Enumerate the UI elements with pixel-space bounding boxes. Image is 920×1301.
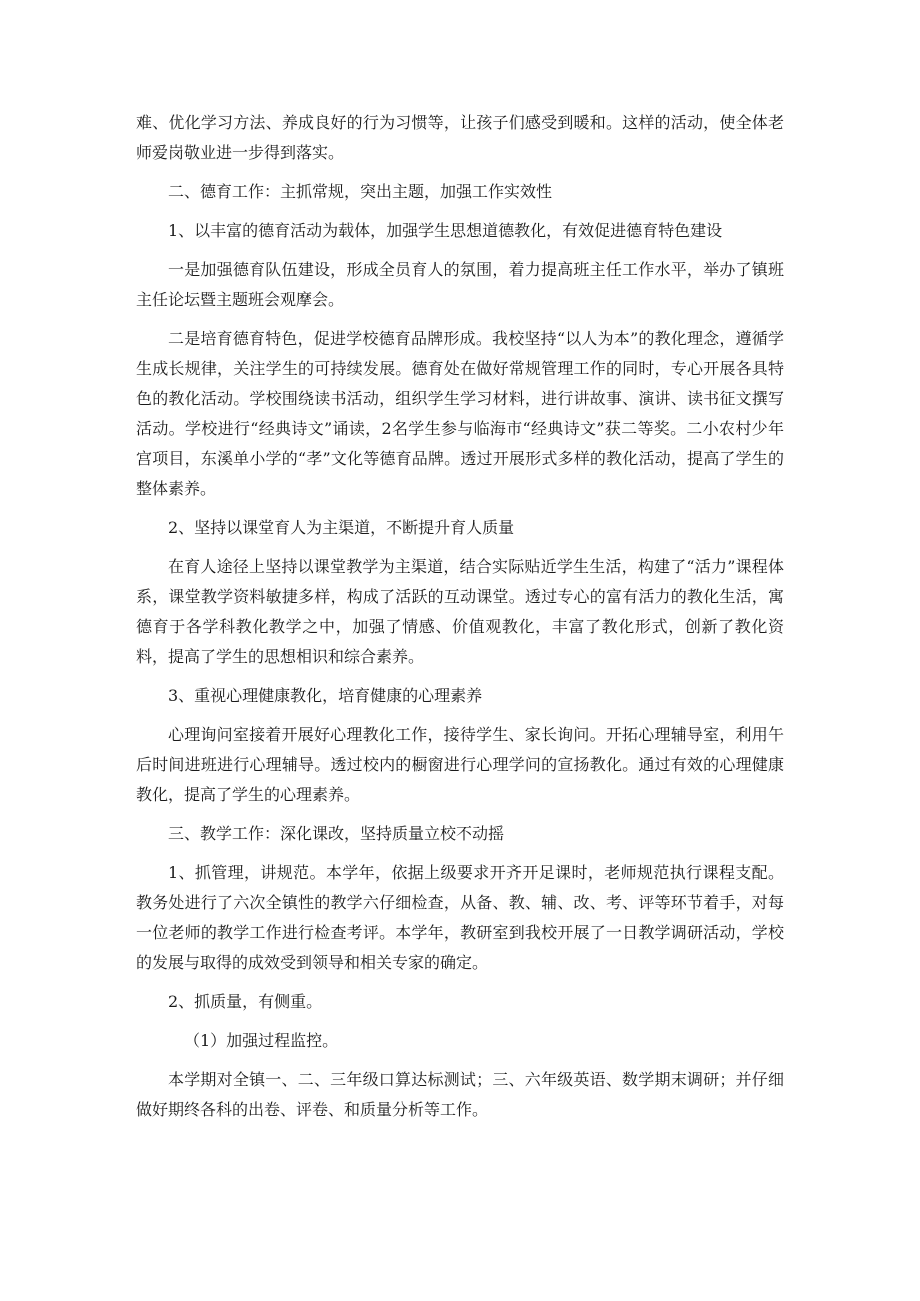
subheading-moral-activities: 1、以丰富的德育活动为载体，加强学生思想道德教化，有效促进德育特色建设 xyxy=(168,221,723,240)
subheading-process-monitoring: （1）加强过程监控。 xyxy=(184,1031,339,1050)
section-heading-teaching: 三、教学工作：深化课改，坚持质量立校不动摇 xyxy=(168,824,505,843)
subheading-mental-health: 3、重视心理健康教化，培育健康的心理素养 xyxy=(168,686,483,705)
subheading-quality: 2、抓质量，有侧重。 xyxy=(168,992,323,1011)
paragraph-testing: 本学期对全镇一、二、三年级口算达标测试；三、六年级英语、数学期末调研；并仔细做好期终各科的出卷、评卷、和质量分析等工作。 xyxy=(136,1070,784,1119)
paragraph-management: 1、抓管理，讲规范。本学年，依据上级要求开齐开足课时，老师规范执行课程支配。教务处进行了六次全镇性的教学六仔细检查，从备、教、辅、改、考、评等环节着手，对每一位老师的教学工作进行检查考评。本学年，教研室到我校开展了一日教学调研活动，学校的发展与取得的成效受到领导和相关专家的确定。 xyxy=(136,863,784,972)
document-body xyxy=(136,108,784,1134)
paragraph-continuation: 难、优化学习方法、养成良好的行为习惯等，让孩子们感受到暖和。这样的活动，使全体老师爱岗敬业进一步得到落实。 xyxy=(136,113,784,162)
paragraph-classroom-education: 在育人途径上坚持以课堂教学为主渠道，结合实际贴近学生生活，构建了“活力”课程体系，课堂教学资料敏捷多样，构成了活跃的互动课堂。透过专心的富有活力的教化生活，寓德育于各学科教化教学之中，加强了情感、价值观教化，丰富了教化形式，创新了教化资料，提高了学生的思想相识和综合素养。 xyxy=(136,557,784,666)
paragraph-moral-brand: 二是培育德育特色，促进学校德育品牌形成。我校坚持“以人为本”的教化理念，遵循学生成长规律，关注学生的可持续发展。德育处在做好常规管理工作的同时，专心开展各具特色的教化活动。学校围绕读书活动，组织学生学习材料，进行讲故事、演讲、读书征文撰写活动。学校进行“经典诗文”诵读，2名学生参与临海市“经典诗文”获二等奖。二小农村少年宫项目，东溪单小学的“孝”文化等德育品牌。透过开展形式多样的教化活动，提高了学生的整体素养。 xyxy=(136,329,784,498)
subheading-classroom-education: 2、坚持以课堂育人为主渠道，不断提升育人质量 xyxy=(168,518,515,537)
section-heading-moral-education: 二、德育工作：主抓常规，突出主题，加强工作实效性 xyxy=(168,182,553,201)
paragraph-team-building: 一是加强德育队伍建设，形成全员育人的氛围，着力提高班主任工作水平，举办了镇班主任论坛暨主题班会观摩会。 xyxy=(136,260,784,309)
paragraph-mental-health: 心理询问室接着开展好心理教化工作，接待学生、家长询问。开拓心理辅导室，利用午后时间进班进行心理辅导。透过校内的橱窗进行心理学问的宣扬教化。通过有效的心理健康教化，提高了学生的心理素养。 xyxy=(136,725,784,804)
